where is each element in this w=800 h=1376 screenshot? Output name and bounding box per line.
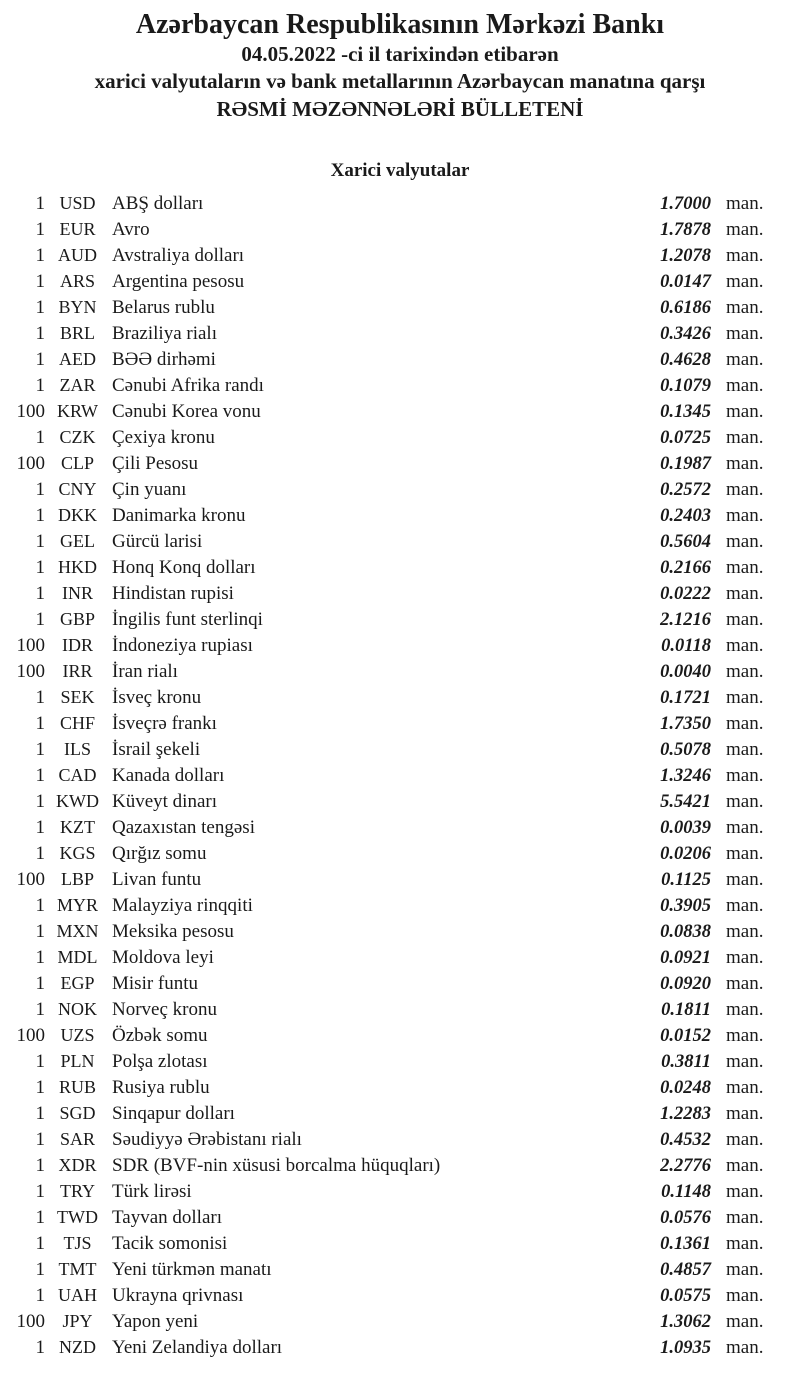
manat-unit-label: man. bbox=[726, 531, 764, 553]
currency-quantity: 1 bbox=[35, 1181, 45, 1203]
rate-value: 0.3811 bbox=[661, 1052, 711, 1073]
rate-value: 0.3905 bbox=[660, 896, 711, 917]
manat-unit-label: man. bbox=[726, 219, 764, 241]
manat-unit-label: man. bbox=[726, 505, 764, 527]
currency-name: Norveç kronu bbox=[112, 999, 217, 1021]
currency-name: Çili Pesosu bbox=[112, 453, 199, 475]
currency-quantity: 100 bbox=[16, 1311, 45, 1333]
rate-value: 1.2283 bbox=[660, 1104, 711, 1125]
rate-row bbox=[0, 1048, 800, 1074]
rate-value: 0.1345 bbox=[660, 402, 711, 423]
rate-value: 0.0222 bbox=[660, 584, 711, 605]
currency-name: Çexiya kronu bbox=[112, 427, 215, 449]
rate-row bbox=[0, 424, 800, 450]
manat-unit-label: man. bbox=[726, 479, 764, 501]
exchange-rates-table bbox=[0, 190, 800, 1360]
rate-value: 0.1721 bbox=[660, 688, 711, 709]
rate-value: 0.0575 bbox=[660, 1286, 711, 1307]
currency-code: NOK bbox=[58, 999, 97, 1020]
rate-row bbox=[0, 736, 800, 762]
currency-name: Yeni türkmən manatı bbox=[112, 1259, 272, 1281]
currency-code: CLP bbox=[60, 453, 94, 474]
currency-code: CNY bbox=[58, 479, 97, 500]
currency-quantity: 1 bbox=[35, 739, 45, 761]
currency-code: TMT bbox=[58, 1259, 97, 1280]
rate-value: 0.2403 bbox=[660, 506, 711, 527]
rate-row bbox=[0, 710, 800, 736]
rate-value: 0.2572 bbox=[660, 480, 711, 501]
manat-unit-label: man. bbox=[726, 323, 764, 345]
rate-value: 1.7350 bbox=[660, 714, 711, 735]
rate-row bbox=[0, 632, 800, 658]
rate-value: 0.3426 bbox=[660, 324, 711, 345]
currency-code: MYR bbox=[56, 895, 98, 916]
manat-unit-label: man. bbox=[726, 921, 764, 943]
rate-value: 0.5604 bbox=[660, 532, 711, 553]
currency-name: Özbək somu bbox=[112, 1025, 208, 1047]
currency-name: Qazaxıstan tengəsi bbox=[112, 817, 255, 839]
manat-unit-label: man. bbox=[726, 1103, 764, 1125]
currency-name: İngilis funt sterlinqi bbox=[112, 609, 263, 631]
currency-name: BƏƏ dirhəmi bbox=[112, 349, 216, 371]
currency-code: KZT bbox=[60, 817, 95, 838]
currency-name: Cənubi Afrika randı bbox=[112, 375, 264, 397]
manat-unit-label: man. bbox=[726, 1337, 764, 1359]
manat-unit-label: man. bbox=[726, 427, 764, 449]
rate-row bbox=[0, 580, 800, 606]
currency-quantity: 1 bbox=[35, 1155, 45, 1177]
rate-value: 0.0725 bbox=[660, 428, 711, 449]
currency-code: ILS bbox=[64, 739, 91, 760]
currency-quantity: 1 bbox=[35, 245, 45, 267]
currency-name: Çin yuanı bbox=[112, 479, 187, 501]
currency-code: GEL bbox=[60, 531, 95, 552]
currency-quantity: 1 bbox=[35, 583, 45, 605]
currency-code: MXN bbox=[56, 921, 99, 942]
currency-code: RUB bbox=[58, 1077, 96, 1098]
currency-quantity: 1 bbox=[35, 271, 45, 293]
rate-value: 0.0838 bbox=[660, 922, 711, 943]
currency-quantity: 1 bbox=[35, 1285, 45, 1307]
rate-row bbox=[0, 372, 800, 398]
bulletin-title: RƏSMİ MƏZƏNNƏLƏRİ BÜLLETENİ bbox=[216, 96, 584, 121]
currency-quantity: 1 bbox=[35, 609, 45, 631]
currency-name: Cənubi Korea vonu bbox=[112, 401, 261, 423]
currency-name: Danimarka kronu bbox=[112, 505, 246, 527]
section-title-foreign-currencies: Xarici valyutalar bbox=[330, 160, 470, 182]
rate-row bbox=[0, 970, 800, 996]
manat-unit-label: man. bbox=[726, 271, 764, 293]
rate-row bbox=[0, 606, 800, 632]
rate-row bbox=[0, 840, 800, 866]
rate-row bbox=[0, 814, 800, 840]
rate-value: 0.4628 bbox=[660, 350, 711, 371]
rate-row bbox=[0, 762, 800, 788]
rate-value: 1.3246 bbox=[660, 766, 711, 787]
currency-quantity: 1 bbox=[35, 427, 45, 449]
currency-code: IDR bbox=[62, 635, 93, 656]
currency-code: LBP bbox=[60, 869, 94, 890]
currency-name: Avro bbox=[112, 219, 150, 241]
rate-value: 2.2776 bbox=[660, 1156, 711, 1177]
currency-quantity: 1 bbox=[35, 531, 45, 553]
currency-quantity: 1 bbox=[35, 1207, 45, 1229]
manat-unit-label: man. bbox=[726, 973, 764, 995]
currency-quantity: 1 bbox=[35, 193, 45, 215]
manat-unit-label: man. bbox=[726, 817, 764, 839]
manat-unit-label: man. bbox=[726, 297, 764, 319]
currency-name: Türk lirəsi bbox=[112, 1181, 192, 1203]
currency-name: Gürcü larisi bbox=[112, 531, 203, 553]
currency-name: Braziliya rialı bbox=[112, 323, 217, 345]
manat-unit-label: man. bbox=[726, 583, 764, 605]
rate-value: 1.7000 bbox=[660, 194, 711, 215]
manat-unit-label: man. bbox=[726, 739, 764, 761]
rate-row bbox=[0, 1230, 800, 1256]
rate-value: 0.2166 bbox=[660, 558, 711, 579]
rate-value: 2.1216 bbox=[660, 610, 711, 631]
manat-unit-label: man. bbox=[726, 635, 764, 657]
currency-quantity: 1 bbox=[35, 479, 45, 501]
currency-code: AED bbox=[59, 349, 96, 370]
currency-code: TRY bbox=[59, 1181, 95, 1202]
rate-row bbox=[0, 1334, 800, 1360]
currency-code: BYN bbox=[58, 297, 97, 318]
currency-name: Küveyt dinarı bbox=[112, 791, 218, 813]
currency-quantity: 100 bbox=[16, 635, 45, 657]
rate-row bbox=[0, 684, 800, 710]
rate-row bbox=[0, 996, 800, 1022]
manat-unit-label: man. bbox=[726, 1233, 764, 1255]
manat-unit-label: man. bbox=[726, 1025, 764, 1047]
currency-code: NZD bbox=[59, 1337, 96, 1358]
bulletin-header bbox=[0, 0, 800, 123]
rate-row bbox=[0, 892, 800, 918]
currency-quantity: 1 bbox=[35, 713, 45, 735]
rate-value: 0.4857 bbox=[660, 1260, 711, 1281]
currency-name: Livan funtu bbox=[112, 869, 202, 891]
manat-unit-label: man. bbox=[726, 193, 764, 215]
currency-quantity: 1 bbox=[35, 375, 45, 397]
rate-value: 0.0040 bbox=[660, 662, 711, 683]
currency-name: Yapon yeni bbox=[112, 1311, 199, 1333]
currency-quantity: 1 bbox=[35, 895, 45, 917]
rate-row bbox=[0, 866, 800, 892]
currency-quantity: 100 bbox=[16, 661, 45, 683]
currency-name: İsveçrə frankı bbox=[112, 713, 217, 735]
currency-name: İndoneziya rupiası bbox=[112, 635, 253, 657]
currency-name: Moldova leyi bbox=[112, 947, 214, 969]
rate-value: 1.3062 bbox=[660, 1312, 711, 1333]
currency-name: Ukrayna qrivnası bbox=[112, 1285, 244, 1307]
currency-code: EUR bbox=[59, 219, 96, 240]
rate-value: 1.7878 bbox=[660, 220, 711, 241]
currency-quantity: 1 bbox=[35, 297, 45, 319]
currency-quantity: 1 bbox=[35, 817, 45, 839]
currency-quantity: 1 bbox=[35, 1077, 45, 1099]
manat-unit-label: man. bbox=[726, 1285, 764, 1307]
currency-name: Argentina pesosu bbox=[112, 271, 245, 293]
rate-value: 0.1811 bbox=[661, 1000, 711, 1021]
rate-value: 0.0039 bbox=[660, 818, 711, 839]
manat-unit-label: man. bbox=[726, 349, 764, 371]
currency-code: AUD bbox=[58, 245, 97, 266]
currency-quantity: 1 bbox=[35, 557, 45, 579]
rate-value: 1.2078 bbox=[660, 246, 711, 267]
rate-value: 0.1361 bbox=[660, 1234, 711, 1255]
manat-unit-label: man. bbox=[726, 661, 764, 683]
currency-quantity: 1 bbox=[35, 843, 45, 865]
currency-code: HKD bbox=[58, 557, 97, 578]
currency-code: DKK bbox=[58, 505, 97, 526]
rate-value: 0.1125 bbox=[661, 870, 711, 891]
rate-value: 0.0576 bbox=[660, 1208, 711, 1229]
currency-quantity: 1 bbox=[35, 947, 45, 969]
currency-name: Tacik somonisi bbox=[112, 1233, 228, 1255]
currency-name: Meksika pesosu bbox=[112, 921, 234, 943]
manat-unit-label: man. bbox=[726, 687, 764, 709]
rate-row bbox=[0, 1204, 800, 1230]
currency-code: USD bbox=[59, 193, 96, 214]
manat-unit-label: man. bbox=[726, 713, 764, 735]
currency-quantity: 100 bbox=[16, 869, 45, 891]
currency-quantity: 1 bbox=[35, 1129, 45, 1151]
currency-quantity: 100 bbox=[16, 1025, 45, 1047]
currency-name: İran rialı bbox=[112, 661, 178, 683]
manat-unit-label: man. bbox=[726, 791, 764, 813]
currency-code: UAH bbox=[58, 1285, 97, 1306]
rate-row bbox=[0, 268, 800, 294]
rate-value: 0.0147 bbox=[660, 272, 711, 293]
manat-unit-label: man. bbox=[726, 1311, 764, 1333]
manat-unit-label: man. bbox=[726, 1051, 764, 1073]
currency-name: Kanada dolları bbox=[112, 765, 225, 787]
rate-row bbox=[0, 1282, 800, 1308]
currency-name: İsrail şekeli bbox=[112, 739, 201, 761]
manat-unit-label: man. bbox=[726, 1129, 764, 1151]
rate-row bbox=[0, 450, 800, 476]
manat-unit-label: man. bbox=[726, 843, 764, 865]
currency-code: CZK bbox=[59, 427, 96, 448]
currency-quantity: 1 bbox=[35, 1103, 45, 1125]
rate-row bbox=[0, 1308, 800, 1334]
rate-row bbox=[0, 502, 800, 528]
rate-row bbox=[0, 918, 800, 944]
currency-name: Belarus rublu bbox=[112, 297, 215, 319]
currency-code: IRR bbox=[62, 661, 93, 682]
rate-value: 0.1987 bbox=[660, 454, 711, 475]
currency-quantity: 1 bbox=[35, 349, 45, 371]
rate-value: 0.0118 bbox=[661, 636, 711, 657]
rate-value: 0.0248 bbox=[660, 1078, 711, 1099]
rate-value: 0.4532 bbox=[660, 1130, 711, 1151]
rate-row bbox=[0, 788, 800, 814]
rate-row bbox=[0, 216, 800, 242]
rate-row bbox=[0, 190, 800, 216]
currency-code: TJS bbox=[63, 1233, 92, 1254]
rate-value: 0.1148 bbox=[661, 1182, 711, 1203]
rate-value: 5.5421 bbox=[660, 792, 711, 813]
rate-row bbox=[0, 1126, 800, 1152]
rate-row bbox=[0, 1152, 800, 1178]
manat-unit-label: man. bbox=[726, 401, 764, 423]
currency-quantity: 1 bbox=[35, 791, 45, 813]
currency-code: INR bbox=[62, 583, 93, 604]
currency-quantity: 1 bbox=[35, 219, 45, 241]
currency-name: İsveç kronu bbox=[112, 687, 202, 709]
rate-value: 0.0921 bbox=[660, 948, 711, 969]
currency-name: Honq Konq dolları bbox=[112, 557, 256, 579]
currency-code: TWD bbox=[57, 1207, 98, 1228]
effective-date-line: 04.05.2022 -ci il tarixindən etibarən bbox=[241, 42, 559, 67]
manat-unit-label: man. bbox=[726, 869, 764, 891]
manat-unit-label: man. bbox=[726, 609, 764, 631]
rate-row bbox=[0, 554, 800, 580]
rate-value: 1.0935 bbox=[660, 1338, 711, 1359]
rate-row bbox=[0, 1178, 800, 1204]
currency-name: Sinqapur dolları bbox=[112, 1103, 235, 1125]
currency-quantity: 1 bbox=[35, 921, 45, 943]
currency-name: SDR (BVF-nin xüsusi borcalma hüquqları) bbox=[112, 1155, 441, 1177]
manat-unit-label: man. bbox=[726, 765, 764, 787]
currency-code: CHF bbox=[59, 713, 95, 734]
rate-value: 0.0920 bbox=[660, 974, 711, 995]
currency-code: SEK bbox=[60, 687, 95, 708]
rate-row bbox=[0, 658, 800, 684]
rate-row bbox=[0, 398, 800, 424]
currency-quantity: 1 bbox=[35, 999, 45, 1021]
manat-unit-label: man. bbox=[726, 1077, 764, 1099]
currency-name: Malayziya rinqqiti bbox=[112, 895, 253, 917]
currency-quantity: 1 bbox=[35, 1259, 45, 1281]
rate-row bbox=[0, 528, 800, 554]
subject-line: xarici valyutaların və bank metallarının Azərbaycan manatına qarşı bbox=[94, 69, 706, 94]
currency-code: PLN bbox=[60, 1051, 95, 1072]
currency-name: Hindistan rupisi bbox=[112, 583, 234, 605]
currency-code: BRL bbox=[59, 323, 95, 344]
rate-row bbox=[0, 944, 800, 970]
currency-quantity: 1 bbox=[35, 323, 45, 345]
currency-name: Rusiya rublu bbox=[112, 1077, 210, 1099]
manat-unit-label: man. bbox=[726, 999, 764, 1021]
manat-unit-label: man. bbox=[726, 1155, 764, 1177]
rate-row bbox=[0, 242, 800, 268]
manat-unit-label: man. bbox=[726, 895, 764, 917]
rate-row bbox=[0, 1074, 800, 1100]
currency-quantity: 1 bbox=[35, 1233, 45, 1255]
currency-code: ARS bbox=[59, 271, 95, 292]
rate-value: 0.0206 bbox=[660, 844, 711, 865]
currency-code: ZAR bbox=[59, 375, 96, 396]
currency-code: KWD bbox=[56, 791, 99, 812]
manat-unit-label: man. bbox=[726, 375, 764, 397]
rate-value: 0.0152 bbox=[660, 1026, 711, 1047]
rate-row bbox=[0, 1100, 800, 1126]
manat-unit-label: man. bbox=[726, 947, 764, 969]
rate-value: 0.6186 bbox=[660, 298, 711, 319]
currency-code: SAR bbox=[59, 1129, 95, 1150]
manat-unit-label: man. bbox=[726, 557, 764, 579]
currency-quantity: 1 bbox=[35, 765, 45, 787]
rate-value: 0.1079 bbox=[660, 376, 711, 397]
currency-quantity: 1 bbox=[35, 1051, 45, 1073]
currency-name: Yeni Zelandiya dolları bbox=[112, 1337, 283, 1359]
currency-code: MDL bbox=[57, 947, 98, 968]
rate-row bbox=[0, 346, 800, 372]
currency-code: KGS bbox=[59, 843, 96, 864]
currency-quantity: 100 bbox=[16, 401, 45, 423]
currency-quantity: 1 bbox=[35, 505, 45, 527]
currency-code: JPY bbox=[62, 1311, 93, 1332]
manat-unit-label: man. bbox=[726, 245, 764, 267]
currency-code: KRW bbox=[56, 401, 98, 422]
currency-quantity: 1 bbox=[35, 973, 45, 995]
currency-quantity: 100 bbox=[16, 453, 45, 475]
currency-name: Polşa zlotası bbox=[112, 1051, 208, 1073]
currency-name: Səudiyyə Ərəbistanı rialı bbox=[112, 1129, 302, 1151]
manat-unit-label: man. bbox=[726, 1259, 764, 1281]
currency-code: UZS bbox=[60, 1025, 95, 1046]
currency-quantity: 1 bbox=[35, 1337, 45, 1359]
currency-name: Avstraliya dolları bbox=[112, 245, 245, 267]
currency-name: Qırğız somu bbox=[112, 843, 207, 865]
currency-code: XDR bbox=[58, 1155, 97, 1176]
currency-code: GBP bbox=[59, 609, 95, 630]
currency-code: SGD bbox=[59, 1103, 96, 1124]
currency-name: ABŞ dolları bbox=[112, 193, 204, 215]
rate-row bbox=[0, 1256, 800, 1282]
manat-unit-label: man. bbox=[726, 1207, 764, 1229]
manat-unit-label: man. bbox=[726, 453, 764, 475]
currency-code: EGP bbox=[60, 973, 95, 994]
rate-row bbox=[0, 320, 800, 346]
currency-name: Misir funtu bbox=[112, 973, 199, 995]
manat-unit-label: man. bbox=[726, 1181, 764, 1203]
currency-quantity: 1 bbox=[35, 687, 45, 709]
currency-code: CAD bbox=[58, 765, 97, 786]
rate-row bbox=[0, 1022, 800, 1048]
currency-name: Tayvan dolları bbox=[112, 1207, 222, 1229]
rate-value: 0.5078 bbox=[660, 740, 711, 761]
rate-row bbox=[0, 476, 800, 502]
bank-title: Azərbaycan Respublikasının Mərkəzi Bankı bbox=[135, 9, 665, 40]
rate-row bbox=[0, 294, 800, 320]
